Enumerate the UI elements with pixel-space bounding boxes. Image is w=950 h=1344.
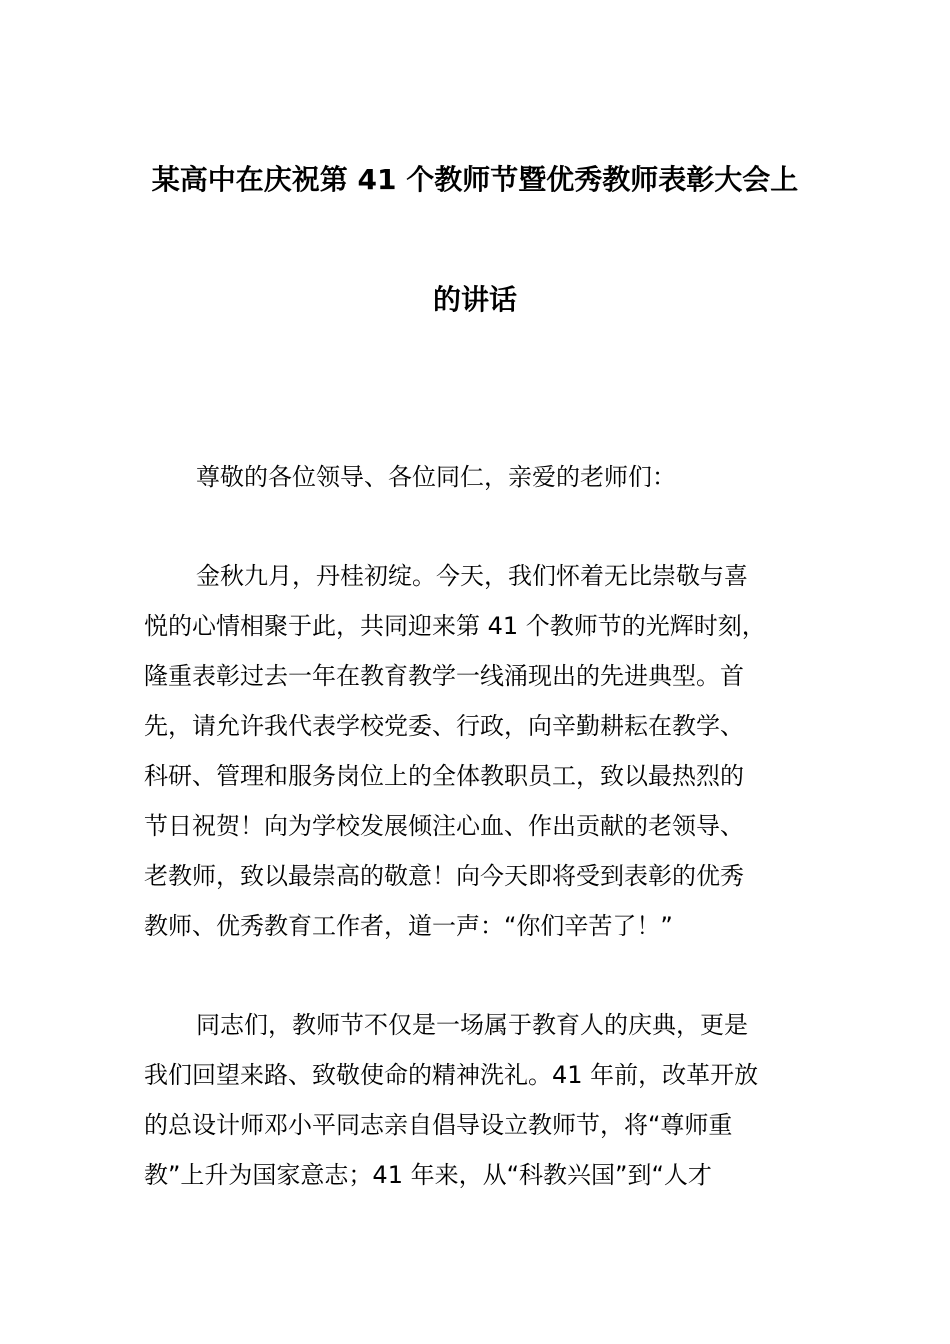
paragraph-2 [144,1000,809,1200]
document-title-line-2: 的讲话 [432,283,517,316]
paragraph-line: 悦的心情相聚于此，共同迎来第 41 个教师节的光辉时刻， [144,612,766,640]
paragraph-line: 节日祝贺！向为学校发展倾注心血、作出贡献的老领导、 [144,812,744,840]
document-title-line-1: 某高中在庆祝第 41 个教师节暨优秀教师表彰大会上 [151,163,799,196]
paragraph-1 [144,551,809,951]
greeting-paragraph [144,452,809,502]
paragraph-line: 我们回望来路、致敬使命的精神洗礼。41 年前，改革开放 [144,1061,759,1089]
paragraph-line: 先，请允许我代表学校党委、行政，向辛勤耕耘在教学、 [144,712,744,740]
paragraph-line: 科研、管理和服务岗位上的全体教职员工，致以最热烈的 [144,762,744,790]
paragraph-line: 的总设计师邓小平同志亲自倡导设立教师节，将“尊师重 [144,1111,733,1139]
paragraph-line: 同志们，教师节不仅是一场属于教育人的庆典，更是 [196,1011,748,1039]
paragraph-line: 教师、优秀教育工作者，道一声：“你们辛苦了！” [144,912,673,940]
paragraph-line: 金秋九月，丹桂初绽。今天，我们怀着无比崇敬与喜 [196,562,748,590]
greeting-line: 尊敬的各位领导、各位同仁，亲爱的老师们： [196,463,676,491]
paragraph-line: 老教师，致以最崇高的敬意！向今天即将受到表彰的优秀 [144,862,744,890]
paragraph-line: 教”上升为国家意志；41 年来，从“科教兴国”到“人才 [144,1161,712,1189]
paragraph-line: 隆重表彰过去一年在教育教学一线涌现出的先进典型。首 [144,662,744,690]
